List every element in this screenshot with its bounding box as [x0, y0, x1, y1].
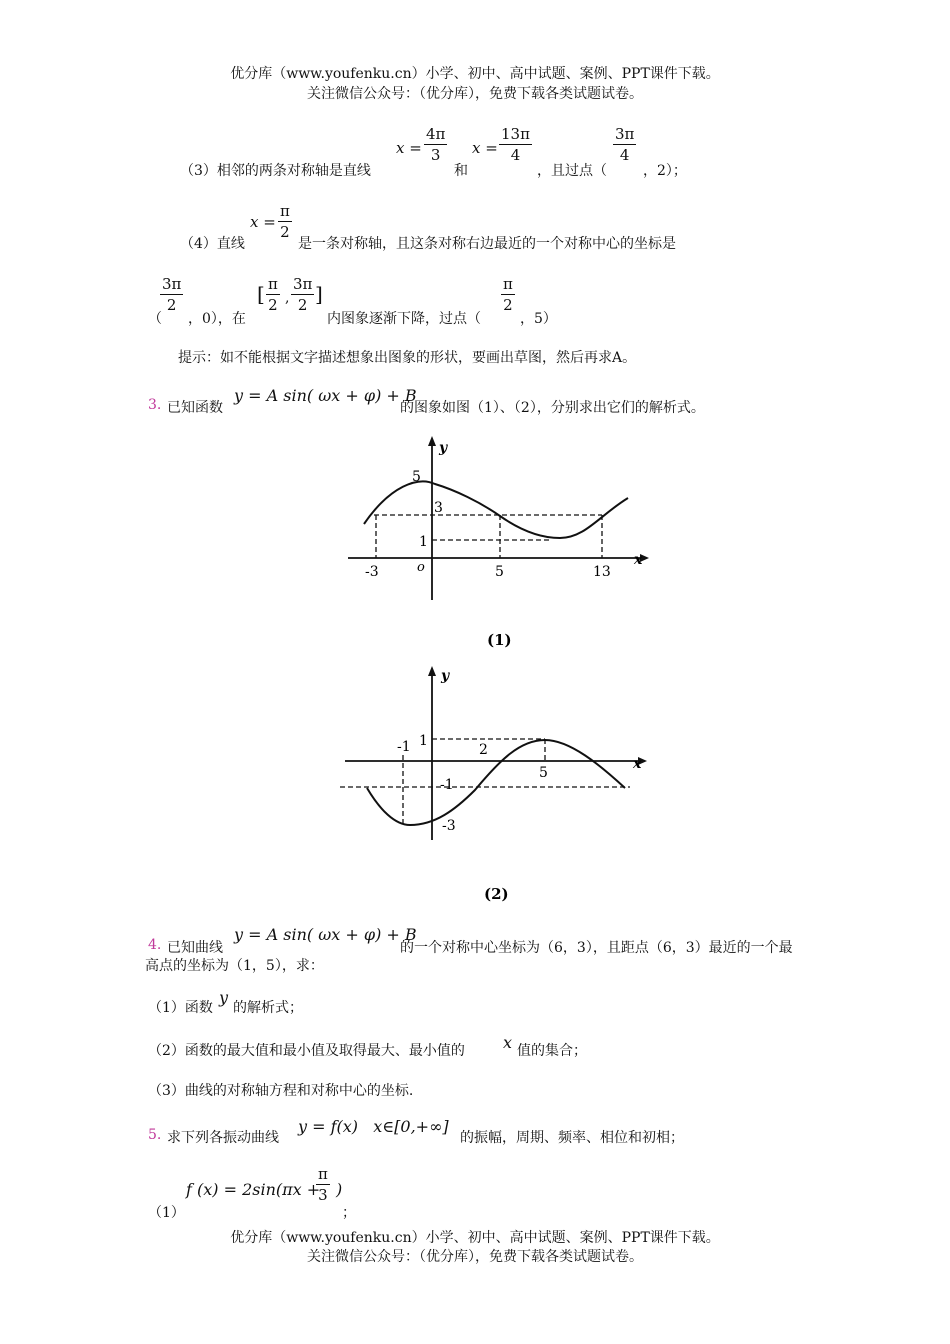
- question-4-sub2-prefix: （2）函数的最大值和最小值及取得最大、最小值的: [148, 1043, 465, 1059]
- item-4-text: 是一条对称轴，且这条对称右边最近的一个对称中心的坐标是: [298, 236, 676, 252]
- question-4-prefix: 已知曲线: [167, 940, 223, 956]
- fig2-label-y1: 1: [419, 733, 428, 749]
- fig1-label-x5: 5: [495, 564, 504, 580]
- fig1-label-x13: 13: [593, 564, 611, 580]
- fig2-label-xm1: -1: [397, 739, 411, 755]
- question-4-number: 4.: [148, 937, 162, 953]
- interval-a-fraction: $\frac{\pi}{2}$: [268, 275, 278, 314]
- question-4-sub1-suffix: 的解析式；: [233, 1000, 303, 1016]
- question-5-formula: y = f(x) x∈[0,+∞]: [298, 1117, 449, 1136]
- question-3-prefix: 已知函数: [167, 400, 223, 416]
- fig2-x-label: x: [633, 756, 642, 772]
- question-4-sub1-prefix: （1）函数: [148, 1000, 213, 1016]
- center-fraction: $\frac{3\pi}{2}$: [162, 275, 182, 314]
- eq1-lhs: x =: [396, 139, 422, 157]
- figure-2: [340, 660, 660, 910]
- item-3-prefix: （3）相邻的两条对称轴是直线: [180, 163, 371, 179]
- question-5-sub1-end: ；: [342, 1205, 356, 1221]
- interval-b-fraction: $\frac{3\pi}{2}$: [293, 275, 313, 314]
- eq1-fraction: $\frac{4\pi}{3}$: [426, 125, 446, 164]
- question-5-suffix: 的振幅，周期、频率、相位和初相；: [460, 1130, 684, 1146]
- fig2-caption: (2): [484, 885, 509, 903]
- fig2-label-ym3: -3: [442, 818, 456, 834]
- question-4-suffix: 的一个对称中心坐标为（6，3），且距点（6，3）最近的一个最: [400, 940, 793, 956]
- question-4-sub1-var: y: [219, 988, 229, 1007]
- fig1-x-label: x: [634, 552, 643, 568]
- item-3-mid: ，且过点（: [537, 163, 607, 179]
- pass-point-fraction: $\frac{\pi}{2}$: [503, 275, 513, 314]
- hint-text: 提示：如不能根据文字描述想象出图象的形状，要画出草图，然后再求A。: [178, 350, 637, 366]
- question-5-sub1-fraction: $\frac{\pi}{3}$: [318, 1165, 328, 1204]
- open-paren: （: [148, 311, 162, 327]
- item-4-end: ，5）: [520, 311, 557, 327]
- fig1-y-arrow: [428, 436, 436, 446]
- and-word: 和: [454, 163, 468, 179]
- fig2-y-arrow: [428, 666, 436, 676]
- eq2-fraction: $\frac{13\pi}{4}$: [501, 125, 530, 164]
- header-line-2: 关注微信公众号：（优分库），免费下载各类试题试卷。: [307, 86, 643, 102]
- item-4-prefix: （4）直线: [180, 236, 245, 252]
- fig1-caption: (1): [487, 631, 512, 649]
- question-4-sub3: （3）曲线的对称轴方程和对称中心的坐标.: [148, 1083, 414, 1099]
- item-4-interval-text: 内图象逐渐下降，过点（: [327, 311, 481, 327]
- question-5-prefix: 求下列各振动曲线: [167, 1130, 279, 1146]
- point-fraction: $\frac{3\pi}{4}$: [615, 125, 635, 164]
- fig1-label-xm3: -3: [365, 564, 379, 580]
- fig2-y-label: y: [441, 668, 450, 684]
- question-5-sub1-label: （1）: [148, 1205, 185, 1221]
- question-4-sub2-var: x: [503, 1033, 513, 1052]
- fig2-label-ym1: -1: [440, 777, 454, 793]
- question-4-line-2: 高点的坐标为（1，5），求：: [145, 958, 324, 974]
- fig2-label-x2: 2: [479, 742, 488, 758]
- header-line-1: 优分库（www.youfenku.cn）小学、初中、高中试题、案例、PPT课件下载。: [230, 66, 720, 82]
- item-4-mid: ，0），在: [188, 311, 246, 327]
- footer-line-2: 关注微信公众号：（优分库），免费下载各类试题试卷。: [307, 1249, 643, 1265]
- figure-1: [340, 430, 660, 660]
- question-4-sub2-suffix: 值的集合；: [517, 1043, 587, 1059]
- fig1-curve: [364, 481, 628, 538]
- question-5-sub1-rhs: ): [336, 1180, 343, 1199]
- fig1-label-y1: 1: [419, 534, 428, 550]
- question-4-formula: y = A sin( ωx + φ) + B: [234, 925, 417, 944]
- fig1-label-y5: 5: [412, 469, 421, 485]
- item-3-suffix: ，2）；: [643, 163, 687, 179]
- fig2-label-x5: 5: [539, 765, 548, 781]
- question-3-formula: y = A sin( ωx + φ) + B: [234, 386, 417, 405]
- eq-fraction: $\frac{\pi}{2}$: [280, 202, 290, 241]
- question-5-sub1-lhs: f (x) = 2sin(πx +: [186, 1180, 321, 1199]
- question-3-number: 3.: [148, 397, 162, 413]
- fig1-origin: o: [417, 560, 425, 575]
- question-3-suffix: 的图象如图（1）、（2），分别求出它们的解析式。: [400, 400, 705, 416]
- fig1-y-label: y: [439, 440, 448, 456]
- footer-line-1: 优分库（www.youfenku.cn）小学、初中、高中试题、案例、PPT课件下载。: [230, 1230, 720, 1246]
- eq-lhs: x =: [250, 213, 276, 231]
- fig1-label-y3: 3: [434, 500, 443, 516]
- question-5-number: 5.: [148, 1127, 162, 1143]
- eq2-lhs: x =: [472, 139, 498, 157]
